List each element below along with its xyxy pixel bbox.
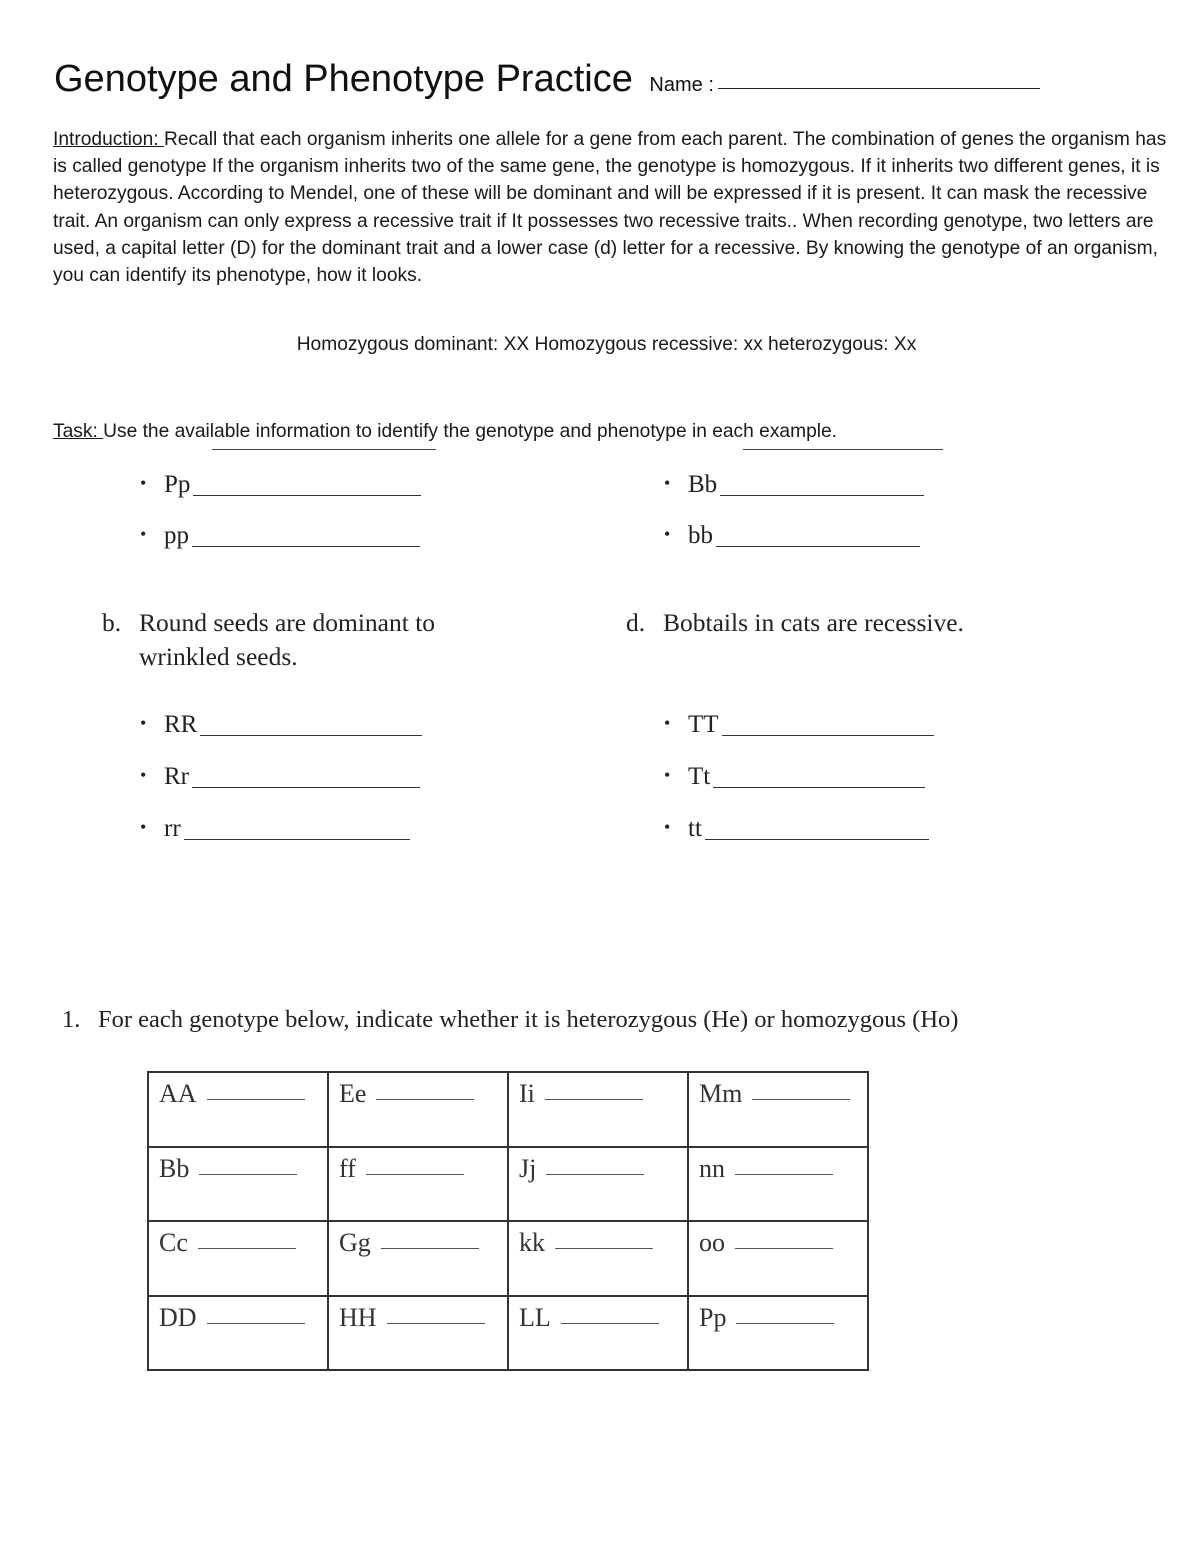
answer-blank[interactable] (705, 838, 929, 840)
table-cell (148, 1072, 328, 1147)
genotype-table (147, 1071, 869, 1371)
name-field-line[interactable] (718, 87, 1040, 89)
section-letter: d. (626, 608, 646, 637)
table-cell (148, 1296, 328, 1371)
genotype-label: LL (519, 1302, 551, 1332)
genotype-label: bb (688, 522, 713, 549)
answer-blank[interactable] (199, 1173, 297, 1175)
genotype-label: Pp (164, 471, 191, 498)
list-item: • TT (664, 711, 934, 739)
genotype-label: Mm (699, 1079, 743, 1108)
genotype-label: Ii (519, 1079, 535, 1108)
genotype-label: AA (159, 1079, 197, 1108)
genotype-label: Pp (699, 1302, 727, 1332)
list-item: • RR (140, 711, 422, 739)
answer-blank[interactable] (387, 1322, 485, 1324)
name-label: Name : (649, 74, 714, 96)
genotype-label: DD (159, 1302, 197, 1332)
genotype-label: TT (688, 711, 719, 738)
answer-blank[interactable] (555, 1247, 653, 1249)
answer-blank[interactable] (200, 734, 422, 736)
table-cell (328, 1072, 508, 1147)
answer-blank[interactable] (192, 786, 420, 788)
answer-blank[interactable] (376, 1098, 474, 1100)
answer-blank[interactable] (722, 734, 934, 736)
answer-blank[interactable] (561, 1322, 659, 1324)
answer-blank[interactable] (716, 545, 920, 547)
list-item: • Tt (664, 763, 925, 791)
answer-blank[interactable] (736, 1322, 834, 1324)
list-item: • Pp (140, 471, 421, 499)
answer-blank[interactable] (366, 1173, 464, 1175)
section-b-heading (102, 606, 435, 674)
answer-blank[interactable] (192, 545, 420, 547)
section-b-line2: wrinkled seeds. (139, 642, 298, 671)
table-row (148, 1221, 868, 1296)
decorative-underline (743, 449, 943, 450)
task-text: Use the available information to identify the genotype and phenotype in each example. (103, 421, 837, 442)
introduction-text: Recall that each organism inherits one allele for a gene from each parent. The combination of genes the organism has is called genotype If the organism inherits two of the same gene, the genotype is homozygous. If it inherits two different genes, it is heterozygous. According to Mendel, one of these will be dominant and will be expressed if it is present. It can mask the recessive trait. An organism can only express a recessive trait if It possesses two recessive traits.. When recording genotype, two letters are used, a capital letter (D) for the dominant trait and a lower case (d) letter for a recessive. By knowing the genotype of an organism, you can identify its phenotype, how it looks. (53, 129, 1167, 287)
list-item: • Rr (140, 763, 420, 791)
genotype-label: Ee (339, 1079, 367, 1108)
genotype-label: kk (519, 1228, 545, 1257)
table-row (148, 1296, 868, 1371)
introduction-label: Introduction: (53, 129, 164, 150)
genotype-label: Bb (159, 1153, 190, 1183)
table-row (148, 1147, 868, 1222)
table-cell (148, 1221, 328, 1296)
genotype-label: Cc (159, 1228, 188, 1257)
table-cell (688, 1296, 868, 1371)
table-cell (688, 1147, 868, 1222)
genotype-label: Tt (688, 763, 711, 790)
task-instructions (53, 421, 1168, 443)
list-item: • rr (140, 815, 410, 843)
table-cell (328, 1147, 508, 1222)
genotype-label: HH (339, 1302, 377, 1332)
table-cell (508, 1296, 688, 1371)
answer-blank[interactable] (713, 786, 925, 788)
table-cell (508, 1147, 688, 1222)
genotype-label: nn (699, 1153, 725, 1183)
genotype-label: oo (699, 1228, 725, 1257)
page-title (54, 58, 1040, 101)
task-label: Task: (53, 421, 104, 442)
genotype-label: rr (164, 815, 181, 842)
answer-blank[interactable] (193, 494, 421, 496)
genotype-label: Jj (519, 1153, 537, 1183)
introduction-paragraph (53, 126, 1168, 289)
genotype-label: RR (164, 711, 198, 738)
answer-blank[interactable] (198, 1247, 296, 1249)
answer-blank[interactable] (207, 1322, 305, 1324)
list-item: • Bb (664, 471, 924, 499)
table-cell (328, 1296, 508, 1371)
genotype-label: Rr (164, 763, 189, 790)
answer-blank[interactable] (545, 1098, 643, 1100)
question-text: For each genotype below, indicate whether it is heterozygous (He) or homozygous (Ho) (98, 1006, 959, 1033)
genotype-label: pp (164, 522, 189, 549)
section-d-heading (626, 606, 964, 640)
question-1-prompt (62, 1006, 958, 1034)
section-b-line1: Round seeds are dominant to (139, 608, 436, 637)
genotype-legend: Homozygous dominant: XX Homozygous recessive: xx heterozygous: Xx (296, 334, 917, 355)
genotype-label: ff (339, 1153, 356, 1183)
table-row (148, 1072, 868, 1147)
answer-blank[interactable] (752, 1098, 850, 1100)
table-cell (148, 1147, 328, 1222)
answer-blank[interactable] (735, 1247, 833, 1249)
answer-blank[interactable] (720, 494, 924, 496)
table-cell (508, 1072, 688, 1147)
question-number: 1. (62, 1006, 81, 1033)
list-item: • bb (664, 522, 920, 550)
answer-blank[interactable] (184, 838, 410, 840)
list-item: • pp (140, 522, 420, 550)
section-letter: b. (102, 608, 122, 637)
genotype-label: tt (688, 815, 702, 842)
table-cell (508, 1221, 688, 1296)
answer-blank[interactable] (546, 1173, 644, 1175)
title-text: Genotype and Phenotype Practice (54, 58, 633, 100)
table-cell (688, 1072, 868, 1147)
genotype-label: Gg (339, 1228, 371, 1257)
genotype-label: Bb (688, 471, 718, 498)
table-cell (328, 1221, 508, 1296)
table-cell (688, 1221, 868, 1296)
answer-blank[interactable] (735, 1173, 833, 1175)
answer-blank[interactable] (381, 1247, 479, 1249)
list-item: • tt (664, 815, 929, 843)
section-d-line1: Bobtails in cats are recessive. (663, 608, 964, 637)
decorative-underline (212, 449, 436, 450)
answer-blank[interactable] (207, 1098, 305, 1100)
